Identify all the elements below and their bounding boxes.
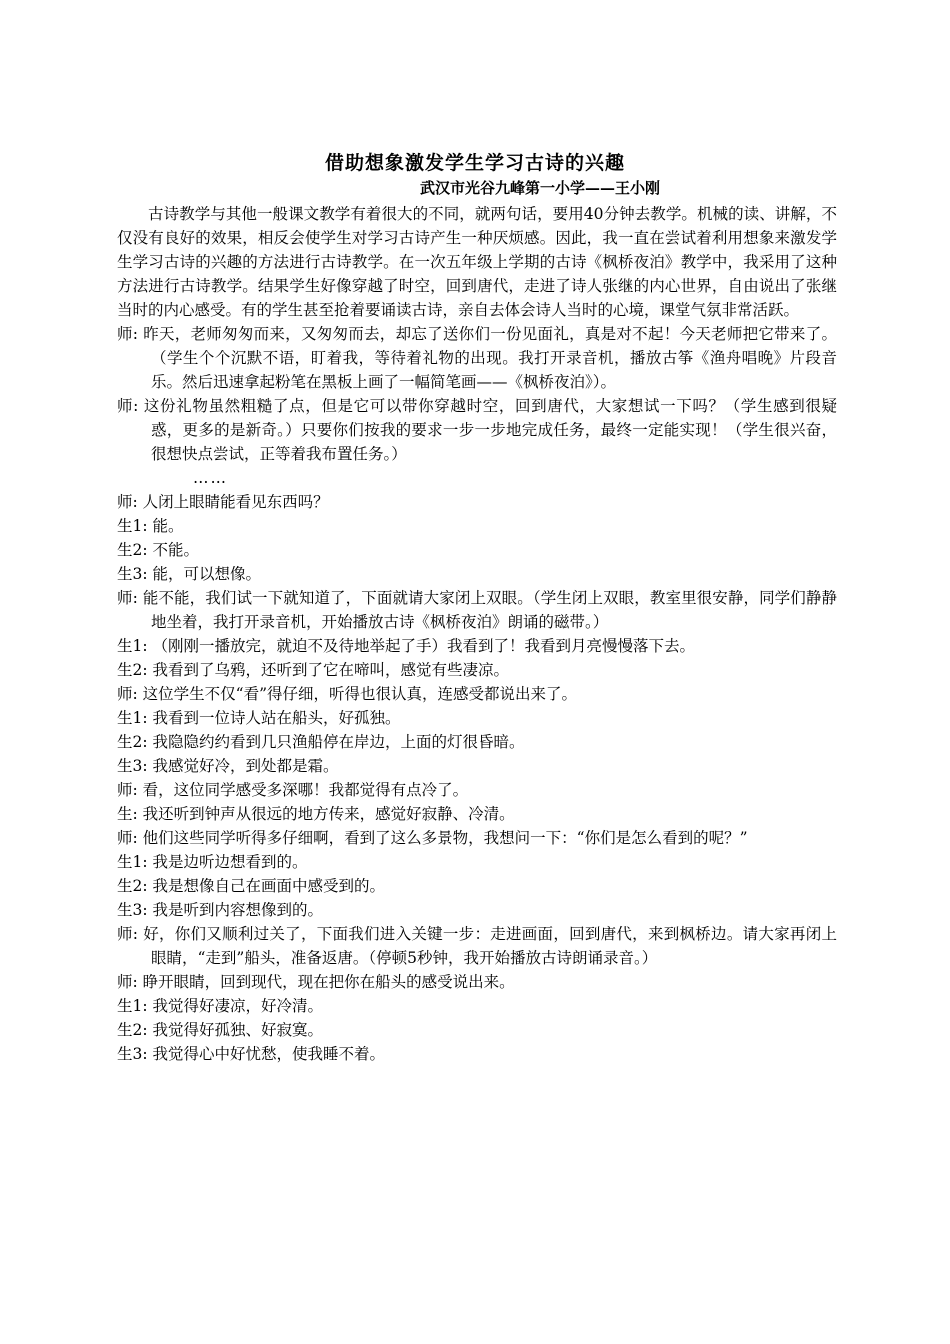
utterance-text: 能，可以想像。 [152, 565, 262, 583]
utterance-text: 我看到了乌鸦，还听到了它在啼叫，感觉有些凄凉。 [152, 661, 510, 679]
speaker-label: 师: [117, 685, 138, 703]
utterance-text: 他们这些同学听得多仔细啊，看到了这么多景物，我想问一下：“你们是怎么看到的呢？” [142, 829, 748, 847]
utterance-text: 好，你们又顺利过关了，下面我们进入关键一步：走进画面，回到唐代，来到枫桥边。请大家再闭上眼睛，“走到”船头，准备返唐。（停顿5秒钟，我开始播放古诗朗诵录音。） [143, 925, 837, 967]
dialogue-line [117, 562, 837, 586]
dialogue-line [117, 778, 837, 802]
speaker-label: 师: [117, 925, 138, 943]
dialogue-part-a [117, 322, 837, 466]
speaker-label: 师: [117, 397, 139, 415]
dialogue-line [117, 586, 837, 634]
utterance-text: 我感觉好冷，到处都是霜。 [152, 757, 339, 775]
dialogue-line [117, 874, 837, 898]
speaker-label: 生2: [117, 877, 148, 895]
dialogue-line [117, 850, 837, 874]
utterance-text: 这位学生不仅“看”得仔细，听得也很认真，连感受都说出来了。 [142, 685, 578, 703]
speaker-label: 师: [117, 781, 138, 799]
dialogue-line [117, 706, 837, 730]
dialogue-line [117, 802, 837, 826]
utterance-text: 我是边听边想看到的。 [152, 853, 308, 871]
speaker-label: 生2: [117, 733, 148, 751]
dialogue-line [117, 634, 837, 658]
utterance-text: （刚刚一播放完，就迫不及待地举起了手）我看到了！我看到月亮慢慢落下去。 [152, 637, 696, 655]
utterance-text: 我还听到钟声从很远的地方传来，感觉好寂静、冷清。 [142, 805, 515, 823]
speaker-label: 师: [117, 589, 138, 607]
speaker-label: 生: [117, 805, 138, 823]
utterance-text: 不能。 [152, 541, 200, 559]
document-title: 借助想象激发学生学习古诗的兴趣 [324, 152, 625, 174]
speaker-label: 师: [117, 973, 138, 991]
dialogue-line [117, 658, 837, 682]
utterance-text: 昨天，老师匆匆而来，又匆匆而去，却忘了送你们一份见面礼，真是对不起！今天老师把它带来了。（学生个个沉默不语，盯着我，等待着礼物的出现。我打开录音机，播放古筝《渔舟唱晚》片段音乐。然后迅速拿起粉笔在黑板上画了一幅简笔画——《枫桥夜泊》）。 [143, 325, 837, 391]
utterance-text: 我隐隐约约看到几只渔船停在岸边，上面的灯很昏暗。 [152, 733, 525, 751]
speaker-label: 生3: [117, 565, 148, 583]
dialogue-line [117, 514, 837, 538]
utterance-text: 我觉得心中好忧愁，使我睡不着。 [152, 1045, 386, 1063]
dialogue-line [117, 826, 837, 850]
utterance-text: 我觉得好孤独、好寂寞。 [152, 1021, 324, 1039]
speaker-label: 生1: [117, 997, 148, 1015]
utterance-text: 我是想像自己在画面中感受到的。 [152, 877, 386, 895]
dialogue-line [117, 898, 837, 922]
speaker-label: 生1: [117, 853, 148, 871]
dialogue-part-b [117, 490, 837, 1066]
dialogue-line [117, 1042, 837, 1066]
document-author: 武汉市光谷九峰第一小学——王小刚 [419, 179, 660, 197]
utterance-text: 睁开眼睛，回到现代，现在把你在船头的感受说出来。 [142, 973, 515, 991]
ellipsis: …… [193, 469, 228, 487]
speaker-label: 生3: [117, 1045, 148, 1063]
utterance-text: 能不能，我们试一下就知道了，下面就请大家闭上双眼。（学生闭上双眼，教室里很安静，同学们静静地坐着，我打开录音机，开始播放古诗《枫桥夜泊》朗诵的磁带。） [142, 589, 837, 631]
speaker-label: 生3: [117, 757, 148, 775]
speaker-label: 生3: [117, 901, 148, 919]
dialogue-line [117, 754, 837, 778]
speaker-label: 师: [117, 493, 138, 511]
dialogue-line [117, 394, 837, 466]
document-body [117, 202, 837, 1066]
dialogue-line [117, 970, 837, 994]
dialogue-line [117, 322, 837, 394]
speaker-label: 生1: [117, 517, 148, 535]
speaker-label: 师: [117, 829, 138, 847]
dialogue-line [117, 1018, 837, 1042]
utterance-text: 我看到一位诗人站在船头，好孤独。 [152, 709, 401, 727]
speaker-label: 生2: [117, 541, 148, 559]
utterance-text: 这份礼物虽然粗糙了点，但是它可以带你穿越时空，回到唐代，大家想试一下吗？（学生感到很疑惑，更多的是新奇。）只要你们按我的要求一步一步地完成任务，最终一定能实现！（学生很兴奋，很想快点尝试，正等着我布置任务。） [143, 397, 837, 463]
dialogue-line [117, 730, 837, 754]
dialogue-line [117, 922, 837, 970]
speaker-label: 生2: [117, 1021, 148, 1039]
utterance-text: 能。 [152, 517, 184, 535]
dialogue-line [117, 490, 837, 514]
speaker-label: 生1: [117, 709, 148, 727]
utterance-text: 人闭上眼睛能看见东西吗？ [142, 493, 329, 511]
speaker-label: 师: [117, 325, 138, 343]
utterance-text: 看，这位同学感受多深哪！我都觉得有点冷了。 [142, 781, 469, 799]
dialogue-line [117, 994, 837, 1018]
dialogue-line [117, 682, 837, 706]
utterance-text: 我觉得好凄凉，好冷清。 [152, 997, 324, 1015]
speaker-label: 生2: [117, 661, 148, 679]
utterance-text: 我是听到内容想像到的。 [152, 901, 324, 919]
intro-paragraph: 古诗教学与其他一般课文教学有着很大的不同，就两句话，要用40分钟去教学。机械的读、讲解，不仅没有良好的效果，相反会使学生对学习古诗产生一种厌烦感。因此，我一直在尝试着利用想象来激发学生学习古诗的兴趣的方法进行古诗教学。在一次五年级上学期的古诗《枫桥夜泊》教学中，我采用了这种方法进行古诗教学。结果学生好像穿越了时空，回到唐代，走进了诗人张继的内心世界，自由说出了张继当时的内心感受。有的学生甚至抢着要诵读古诗，亲自去体会诗人当时的心境，课堂气氛非常活跃。 [117, 205, 837, 319]
dialogue-line [117, 538, 837, 562]
speaker-label: 生1: [117, 637, 148, 655]
